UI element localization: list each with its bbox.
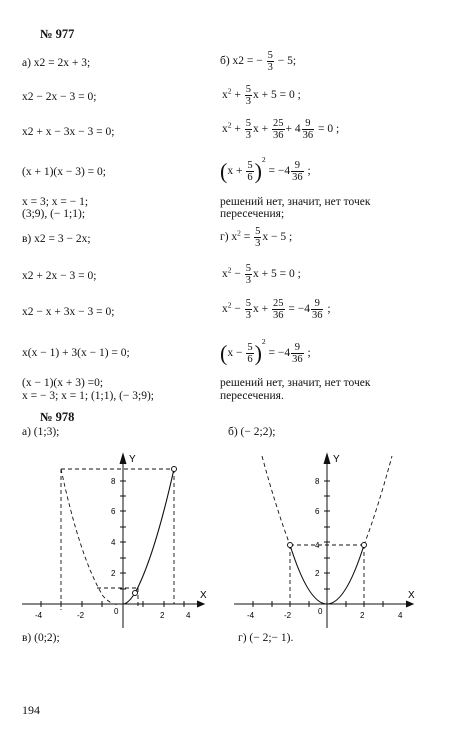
y-axis-arrow — [324, 454, 330, 464]
point-right-2 — [362, 543, 367, 548]
eq-a-5: x = 3; x = − 1; — [22, 196, 89, 208]
y-tick: 2 — [111, 569, 116, 578]
y-tick: 6 — [315, 507, 320, 516]
eq-g-6: пересечения. — [220, 390, 284, 402]
eq-b-2: $x^2$ + $\frac{5}{3}$ x + 5 = 0 ; — [222, 84, 301, 108]
x-tick: -2 — [77, 611, 85, 620]
y-axis-arrow — [120, 454, 126, 464]
answer-g: г) (− 2;− 1). — [238, 632, 294, 644]
eq-a-1: а) x2 = 2x + 3; — [22, 57, 91, 69]
eq-a-2: x2 − 2x − 3 = 0; — [22, 91, 97, 103]
x-tick: 0 — [114, 607, 119, 616]
y-tick: 8 — [111, 477, 116, 486]
page-number: 194 — [22, 703, 40, 717]
x-tick: -2 — [284, 611, 292, 620]
x-label-right: X — [408, 590, 415, 601]
eq-a-6: (3;9), (− 1;1); — [22, 208, 86, 220]
point-left-2 — [133, 591, 138, 596]
graph-right — [232, 448, 422, 630]
eq-b-3: $x^2$ + $\frac{5}{3}$ x + $\frac{25}{36}$ + 4 $\frac{9}{36}$ = 0 ; — [222, 118, 340, 142]
parabola-left — [123, 469, 174, 604]
problem-978-header: № 978 — [40, 410, 75, 424]
y-tick: 4 — [111, 538, 116, 547]
eq-g-2: $x^2$ − $\frac{5}{3}$ x + 5 = 0 ; — [222, 263, 301, 287]
eq-g-5: решений нет, значит, нет точек — [220, 377, 371, 389]
eq-g-1: г) $x^2$ = $\frac{5}{3}$ x − 5 ; — [220, 226, 293, 250]
eq-v-5: (x − 1)(x + 3) =0; — [22, 377, 104, 389]
eq-a-4: (x + 1)(x − 3) = 0; — [22, 166, 106, 178]
y-label-left: Y — [129, 454, 136, 465]
x-tick: 4 — [398, 611, 403, 620]
x-tick: -4 — [35, 611, 43, 620]
x-axis-arrow — [197, 601, 204, 607]
eq-v-2: x2 + 2x − 3 = 0; — [22, 270, 97, 282]
answer-b: б) (− 2;2); — [228, 426, 276, 438]
x-tick: 2 — [360, 611, 365, 620]
x-tick: 0 — [318, 607, 323, 616]
eq-g-3: $x^2$ − $\frac{5}{3}$ x + $\frac{25}{36}$ = −4 $\frac{9}{36}$ ; — [222, 298, 331, 322]
y-tick: 6 — [111, 507, 116, 516]
y-label-right: Y — [333, 454, 340, 465]
y-tick: 4 — [315, 541, 320, 550]
point-right-1 — [288, 543, 293, 548]
x-label-left: X — [200, 590, 207, 601]
eq-v-1: в) x2 = 3 − 2x; — [22, 233, 91, 245]
eq-v-3: x2 − x + 3x − 3 = 0; — [22, 306, 115, 318]
x-tick: 2 — [160, 611, 165, 620]
eq-g-4: (x − $\frac{5}{6}$ )$^2$ = −4 $\frac{9}{36}$ ; — [220, 337, 311, 366]
eq-b-5: решений нет, значит, нет точек — [220, 196, 371, 208]
y-tick: 2 — [315, 569, 320, 578]
x-axis-arrow — [406, 601, 413, 607]
graph-left — [20, 448, 220, 630]
answer-a: а) (1;3); — [22, 426, 60, 438]
x-tick: 4 — [186, 611, 191, 620]
eq-b-1: б) x2 = − $\frac{5}{3}$ − 5; — [220, 50, 297, 74]
eq-b-4: (x + $\frac{5}{6}$ )$^2$ = −4 $\frac{9}{36}$ ; — [220, 155, 311, 184]
answer-v: в) (0;2); — [22, 632, 60, 644]
eq-b-6: пересечения; — [220, 208, 285, 220]
eq-a-3: x2 + x − 3x − 3 = 0; — [22, 126, 115, 138]
point-left-1 — [172, 467, 177, 472]
eq-v-4: x(x − 1) + 3(x − 1) = 0; — [22, 347, 130, 359]
problem-977-header: № 977 — [40, 27, 75, 41]
y-tick: 8 — [315, 477, 320, 486]
eq-v-6: x = − 3; x = 1; (1;1), (− 3;9); — [22, 390, 154, 402]
x-tick: -4 — [247, 611, 255, 620]
